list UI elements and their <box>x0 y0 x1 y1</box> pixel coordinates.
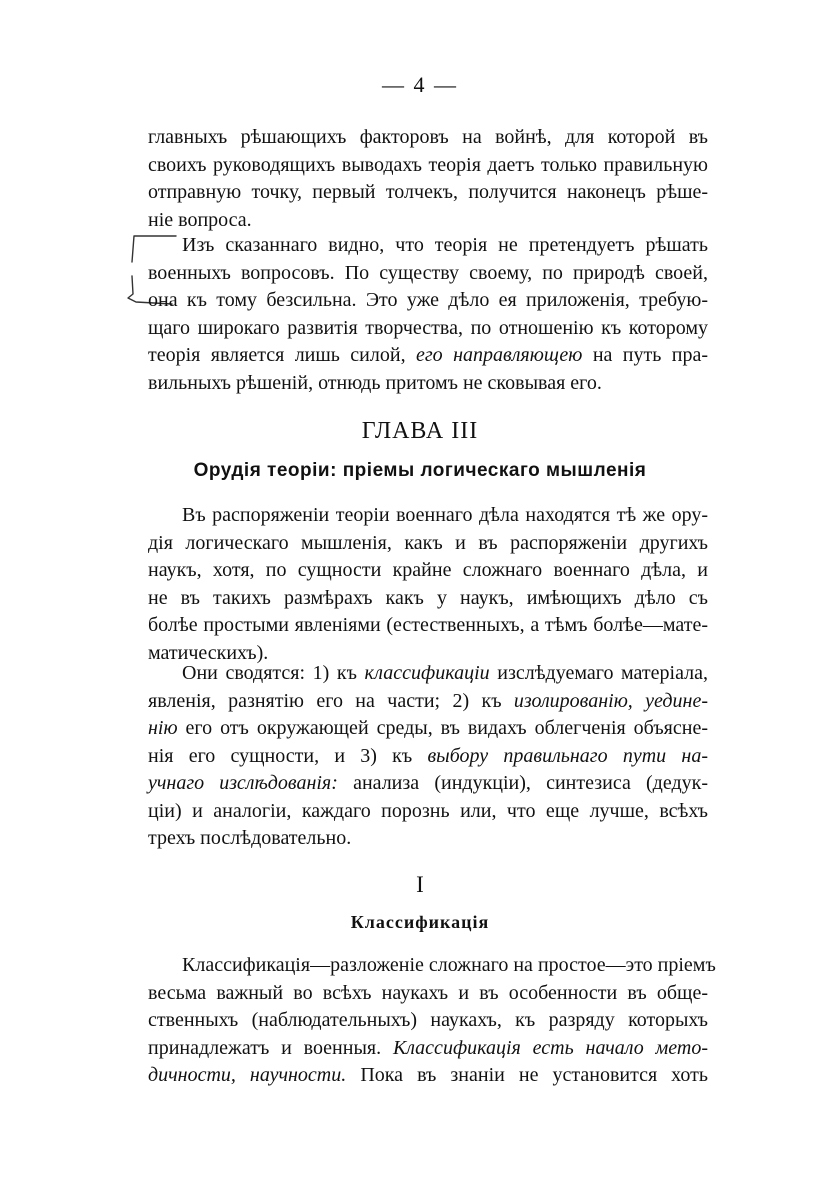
text-line: весьма важный во всѣхъ наукахъ и въ особенности въ обще- <box>148 981 708 1004</box>
text-line: ніе вопроса. <box>148 208 252 231</box>
emphasis-text: классификаціи <box>364 662 490 684</box>
emphasis-text: дичности, научности. <box>148 1064 347 1086</box>
text-segment: нія его сущности, и 3) къ <box>148 744 413 767</box>
emphasis-text: нію <box>148 717 178 739</box>
text-line <box>148 1035 708 1063</box>
emphasis-text: выбору правильнаго пути на- <box>427 744 709 767</box>
chapter-title: ГЛАВА III <box>361 418 479 444</box>
text-segment: Пока въ знаніи не установится хоть <box>360 1064 709 1086</box>
text-segment: принадлежатъ и военныя. <box>148 1036 382 1059</box>
text-line: ціи) и аналогіи, каждаго порознь или, что еще лучше, всѣхъ <box>148 799 708 822</box>
text-line: дія логическаго мышленія, какъ и въ распоряженіи другихъ <box>148 531 708 554</box>
text-line: матическихъ). <box>148 641 269 664</box>
text-line: трехъ послѣдовательно. <box>148 827 352 849</box>
text-line: ственныхъ (наблюдательныхъ) наукахъ, къ разряду которыхъ <box>148 1009 708 1031</box>
text-line: военныхъ вопросовъ. По существу своему, по природѣ своей, <box>148 261 708 284</box>
text-line: своихъ руководящихъ выводахъ теорія даетъ только правильную <box>148 153 708 176</box>
text-line <box>148 688 708 716</box>
text-segment: теорія является лишь силой, <box>148 344 406 366</box>
text-line <box>148 715 708 743</box>
text-line: щаго широкаго развитія творчества, по отношенію къ которому <box>148 316 708 339</box>
section-number: I <box>416 872 424 897</box>
text-line <box>148 770 708 798</box>
text-segment: Они сводятся: 1) къ <box>182 662 357 684</box>
text-line: Изъ сказаннаго видно, что теорія не претендуетъ рѣшать <box>182 234 708 256</box>
emphasis-text: его направляющею <box>416 344 583 366</box>
text-line: отправную точку, первый толчекъ, получится наконецъ рѣше- <box>148 181 708 203</box>
text-line: она къ тому безсильна. Это уже дѣло ея приложенія, требую- <box>148 289 708 311</box>
emphasis-text: Классификація есть начало мето- <box>392 1036 709 1059</box>
paragraph-continuation <box>148 124 708 234</box>
text-line: болѣе простыми явленіями (естественныхъ, а тѣмъ болѣе—мате- <box>148 614 708 636</box>
chapter-subtitle: Орудія теоріи: пріемы логическаго мышленія <box>193 460 647 481</box>
text-segment: анализа (индукціи), синтезиса (дедук- <box>353 772 708 794</box>
text-line: Классификація—разложеніе сложнаго на простое—это пріемъ <box>182 954 716 976</box>
paragraph-theory <box>148 232 708 397</box>
page-number: — 4 — <box>382 72 458 97</box>
emphasis-text: изолированію, уедине- <box>513 689 709 712</box>
text-line <box>148 660 708 688</box>
text-line: не въ такихъ размѣрахъ какъ у наукъ, имѣющихъ дѣло съ <box>148 586 708 609</box>
section-title: Классификація <box>350 912 490 932</box>
text-segment: явленія, разнятію его на части; 2) къ <box>148 689 502 712</box>
text-line: вильныхъ рѣшеній, отнюдь притомъ не сковывая его. <box>148 371 602 394</box>
paragraph-tools <box>148 502 708 667</box>
text-segment: изслѣдуемаго матеріала, <box>497 662 708 684</box>
emphasis-text: учнаго изслѣдованія: <box>148 772 338 794</box>
text-line: Въ распоряженіи теоріи военнаго дѣла находятся тѣ же ору- <box>182 504 708 526</box>
text-segment: на путь пра- <box>592 344 709 366</box>
text-line: главныхъ рѣшающихъ факторовъ на войнѣ, для которой въ <box>148 126 708 148</box>
text-line <box>148 342 708 370</box>
text-line <box>148 1062 708 1090</box>
text-line: наукъ, хотя, по сущности крайне сложнаго военнаго дѣла, и <box>148 559 708 581</box>
paragraph-methods <box>148 660 708 853</box>
text-segment: его отъ окружающей среды, въ видахъ облегченія объясне- <box>185 717 708 739</box>
text-line <box>148 743 708 771</box>
paragraph-classification <box>148 952 716 1090</box>
